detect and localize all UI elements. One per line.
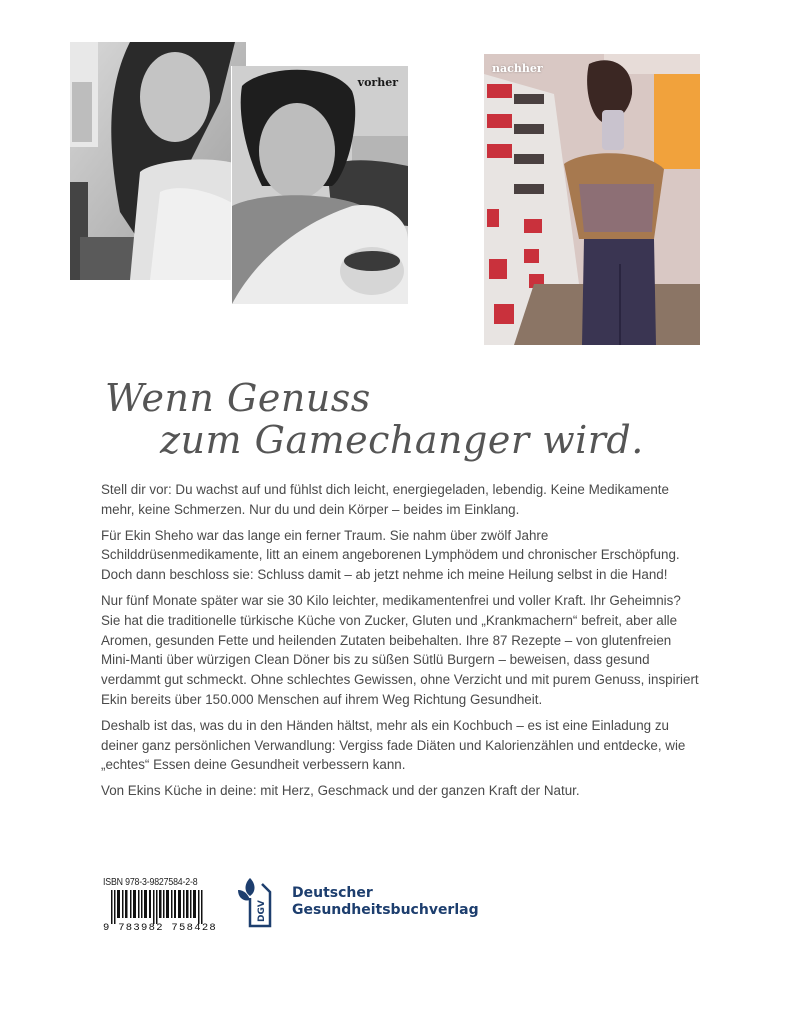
publisher-name-line-1: Deutscher — [292, 885, 373, 901]
paragraph-4: Deshalb ist das, was du in den Händen hältst, mehr als ein Kochbuch – es ist eine Einladung zu deiner ganz persönlichen Verwandlung: Vergiss fade Diäten und Kalorienzählen und entdecke, wie „echtes“ Essen deine Gesundheit verbessern kann. — [101, 717, 686, 773]
publisher-name — [292, 885, 479, 919]
barcode-digits: 9 783982 758428 — [103, 922, 218, 934]
isbn-barcode — [103, 877, 218, 934]
paragraph-3: Nur fünf Monate später war sie 30 Kilo leichter, medikamentenfrei und voller Kraft. Ihr Geheimnis? Sie hat die traditionelle türkische Küche von Zucker, Gluten und „Krankmachern“ befreit, aber alle Aromen, gesunden Fette und heilenden Zutaten beibehalten. Ihre 87 Rezepte – von glutenfreien Mini-Manti über würzigen Clean Döner bis zu süßen Sütlü Burgern – beweisen, dass gesund verdammt gut schmeckt. Ohne schlechtes Gewissen, ohne Verzicht und mit purem Genuss, inspiriert Ekin bereits über 150.000 Menschen auf ihrem Weg Richtung Gesundheit. — [101, 592, 699, 707]
dgv-leaf-book-icon — [236, 876, 282, 928]
headline-line-2: zum Gamechanger wird. — [160, 418, 644, 463]
headline-line-1: Wenn Genuss — [105, 376, 371, 421]
isbn-label: ISBN 978-3-9827584-2-8 — [103, 877, 198, 888]
before-photo-2 — [232, 66, 408, 304]
after-photo-image — [484, 54, 700, 345]
paragraph-2: Für Ekin Sheho war das lange ein ferner Traum. Sie nahm über zwölf Jahre Schilddrüsenmedikamente, litt an einem angeborenen Lymphödem und chronischer Erschöpfung. Doch dann beschloss sie: Schluss damit – ab jetzt nehme ich meine Heilung selbst in die Hand! — [101, 527, 680, 583]
publisher-name-line-2: Gesundheitsbuchverlag — [292, 902, 479, 918]
blurb-text — [101, 480, 701, 807]
before-photo-2-image — [232, 66, 408, 304]
publisher-logo — [236, 876, 479, 928]
svg-text:DGV: DGV — [257, 900, 267, 922]
paragraph-1: Stell dir vor: Du wachst auf und fühlst dich leicht, energiegeladen, lebendig. Keine Medikamente mehr, keine Schmerzen. Nur du und dein Körper – beides im Einklang. — [101, 482, 669, 517]
after-label: nachher — [492, 62, 543, 75]
paragraph-5: Von Ekins Küche in deine: mit Herz, Geschmack und der ganzen Kraft der Natur. — [101, 783, 580, 799]
before-label: vorher — [357, 76, 398, 89]
after-photo — [484, 54, 700, 345]
barcode-icon — [103, 890, 211, 924]
headline — [105, 377, 644, 461]
before-photo-1-image — [70, 42, 246, 280]
before-photo-1 — [70, 42, 246, 280]
